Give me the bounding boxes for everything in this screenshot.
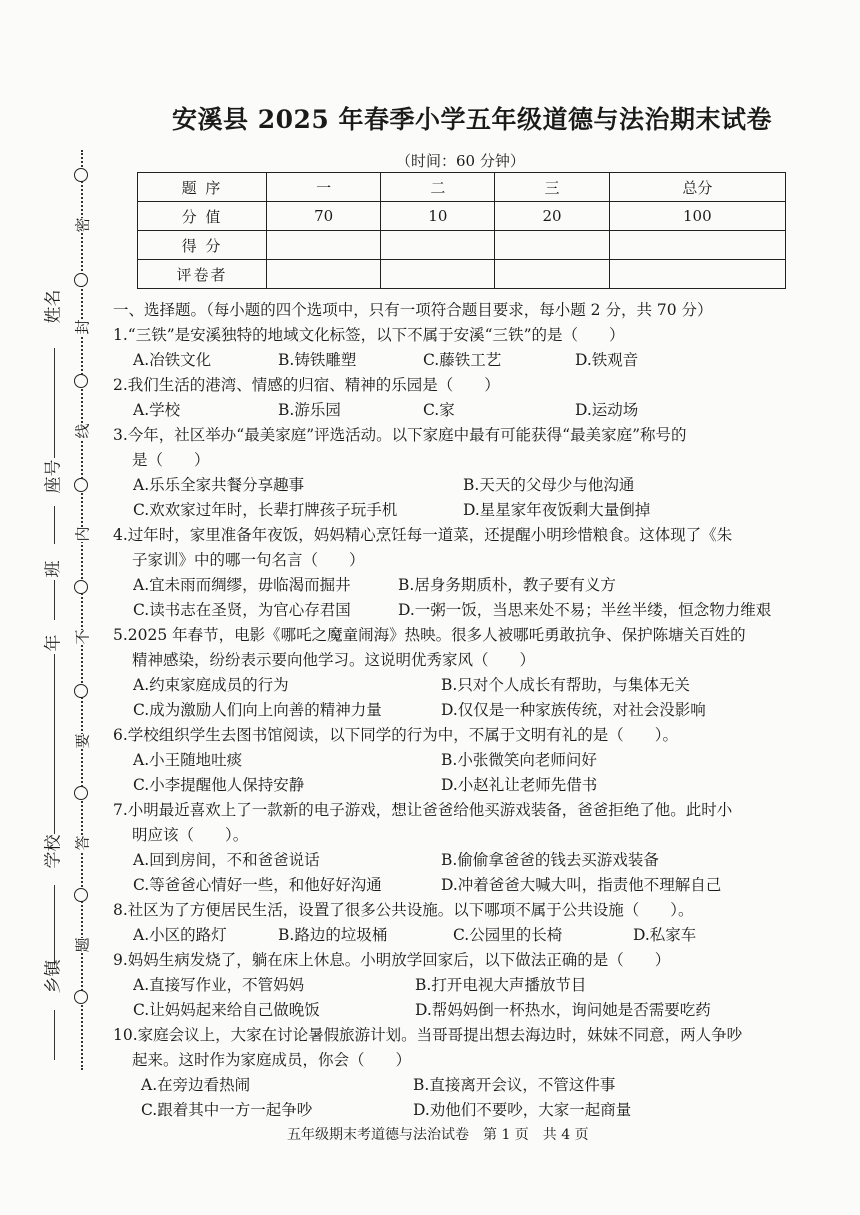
table-cell: 总分 [609, 173, 785, 202]
question-stem: 10.家庭会议上，大家在讨论暑假旅游计划。当哥哥提出想去海边时，妹妹不同意，两人争吵 [113, 1026, 743, 1044]
name-field-label: 姓名 [43, 289, 64, 324]
option-a[interactable]: A.小王随地吐痰 [133, 751, 243, 769]
option-b[interactable]: B.直接离开会议，不管这件事 [413, 1076, 616, 1094]
table-row [138, 173, 786, 202]
option-c[interactable]: C.跟着其中一方一起争吵 [141, 1101, 313, 1119]
grade-field-label: 年 [43, 634, 64, 652]
score-input-cell[interactable] [495, 231, 609, 260]
seal-circle [74, 888, 88, 902]
question-stem-continued: 起来。这时作为家庭成员，你会（ ） [132, 1051, 412, 1069]
option-group [113, 748, 808, 798]
question-1 [113, 323, 808, 373]
option-a[interactable]: A.冶铁文化 [133, 351, 212, 369]
score-table [137, 172, 786, 289]
class-field-label: 班 [43, 560, 64, 578]
seal-char-bu: 不 [74, 628, 90, 647]
option-c[interactable]: C.公园里的长椅 [453, 926, 563, 944]
option-a[interactable]: A.在旁边看热闹 [141, 1076, 251, 1094]
option-a[interactable]: A.宜未雨而绸缪，毋临渴而掘井 [133, 576, 351, 594]
seal-circle [74, 374, 88, 388]
name-field-line[interactable] [54, 348, 55, 458]
option-c[interactable]: C.等爸爸心情好一些，和他好好沟通 [133, 876, 382, 894]
page-footer: 五年级期末考道德与法治试卷 第 1 页 共 4 页 [287, 1127, 589, 1143]
table-cell: 70 [267, 202, 381, 231]
option-c[interactable]: C.成为激励人们向上向善的精神力量 [133, 701, 382, 719]
question-10 [113, 1023, 808, 1123]
option-b[interactable]: B.只对个人成长有帮助，与集体无关 [441, 676, 690, 694]
option-d[interactable]: D.仅仅是一种家族传统，对社会没影响 [441, 701, 706, 719]
seal-circle [74, 478, 88, 492]
option-a[interactable]: A.约束家庭成员的行为 [133, 676, 289, 694]
table-cell: 100 [609, 202, 785, 231]
question-3 [113, 423, 808, 523]
table-cell: 分 值 [138, 202, 267, 231]
question-stem: 9.妈妈生病发烧了，躺在床上休息。小明放学回家后，以下做法正确的是（ ） [113, 951, 671, 969]
grader-input-cell[interactable] [267, 260, 381, 289]
question-stem-continued: 子家训》中的哪一句名言（ ） [132, 551, 365, 569]
question-9 [113, 948, 808, 1023]
table-cell: 10 [381, 202, 495, 231]
question-stem: 1.“三铁”是安溪独特的地域文化标签，以下不属于安溪“三铁”的是（ ） [113, 326, 625, 344]
question-stem: 6.学校组织学生去图书馆阅读，以下同学的行为中，不属于文明有礼的是（ ）。 [113, 726, 679, 744]
exam-time: （时间：60 分钟） [396, 152, 525, 170]
section-heading: 一、选择题。（每小题的四个选项中，只有一项符合题目要求，每小题 2 分，共 70 分） [113, 301, 713, 319]
seal-char-xian: 线 [74, 422, 90, 441]
grade-field-line[interactable] [54, 654, 55, 834]
option-group [113, 848, 808, 898]
table-row [138, 260, 786, 289]
question-stem: 5.2025 年春节，电影《哪吒之魔童闹海》热映。很多人被哪吒勇敢抗争、保护陈塘关百姓的 [113, 626, 746, 644]
option-a[interactable]: A.回到房间，不和爸爸说话 [133, 851, 320, 869]
seat-field-label: 座号 [43, 459, 64, 494]
option-c[interactable]: C.家 [423, 401, 455, 419]
question-4 [113, 523, 808, 623]
school-field-label: 学校 [43, 834, 64, 869]
seal-char-feng: 封 [74, 318, 90, 337]
question-2 [113, 373, 808, 423]
seal-circle [74, 990, 88, 1004]
grader-input-cell[interactable] [609, 260, 785, 289]
question-stem: 8.社区为了方便居民生活，设置了很多公共设施。以下哪项不属于公共设施（ ）。 [113, 901, 694, 919]
option-group [113, 473, 808, 523]
table-row [138, 231, 786, 260]
seal-char-nei: 内 [74, 525, 90, 544]
option-b[interactable]: B.铸铁雕塑 [278, 351, 357, 369]
option-group [113, 973, 808, 1023]
question-stem-continued: 精神感染，纷纷表示要向他学习。这说明优秀家风（ ） [132, 651, 536, 669]
question-stem: 4.过年时，家里准备年夜饭，妈妈精心烹饪每一道菜，还提醒小明珍惜粮食。这体现了《朱 [113, 526, 733, 544]
option-c[interactable]: C.读书志在圣贤，为官心存君国 [133, 601, 351, 619]
question-7 [113, 798, 808, 898]
option-c[interactable]: C.让妈妈起来给自己做晚饭 [133, 1001, 320, 1019]
question-5 [113, 623, 808, 723]
question-stem: 3.今年，社区举办“最美家庭”评选活动。以下家庭中最有可能获得“最美家庭”称号的 [113, 426, 687, 444]
option-group [113, 673, 808, 723]
score-input-cell[interactable] [381, 231, 495, 260]
seal-circle [74, 786, 88, 800]
seal-char-yao: 要 [74, 732, 90, 751]
table-cell: 得 分 [138, 231, 267, 260]
grader-input-cell[interactable] [381, 260, 495, 289]
option-d[interactable]: D.一粥一饭，当思来处不易；半丝半缕，恒念物力维艰 [398, 601, 772, 619]
score-input-cell[interactable] [267, 231, 381, 260]
option-d[interactable]: D.小赵礼让老师先借书 [441, 776, 598, 794]
table-row [138, 202, 786, 231]
seal-circle [74, 168, 88, 182]
option-d[interactable]: D.帮妈妈倒一杯热水，询问她是否需要吃药 [415, 1001, 711, 1019]
option-b[interactable]: B.天天的父母少与他沟通 [463, 476, 635, 494]
table-cell: 二 [381, 173, 495, 202]
option-d[interactable]: D.冲着爸爸大喊大叫，指责他不理解自己 [441, 876, 722, 894]
seal-char-da: 答 [74, 834, 90, 853]
option-group [113, 398, 808, 423]
table-cell: 评卷者 [138, 260, 267, 289]
option-b[interactable]: B.偷偷拿爸爸的钱去买游戏装备 [441, 851, 659, 869]
seal-dotted-line [81, 150, 83, 1070]
question-8 [113, 898, 808, 948]
seal-circle [74, 580, 88, 594]
question-stem: 2.我们生活的港湾、情感的归宿、精神的乐园是（ ） [113, 376, 500, 394]
table-cell: 一 [267, 173, 381, 202]
table-cell: 题 序 [138, 173, 267, 202]
option-a[interactable]: A.学校 [133, 401, 181, 419]
seat-field-line[interactable] [54, 506, 55, 544]
option-a[interactable]: A.乐乐全家共餐分享趣事 [133, 476, 305, 494]
option-d[interactable]: D.运动场 [575, 401, 639, 419]
exam-title: 安溪县 2025 年春季小学五年级道德与法治期末试卷 [172, 105, 772, 134]
option-group [113, 1073, 808, 1123]
seal-char-ti: 题 [74, 936, 90, 955]
option-b[interactable]: B.居身务期质朴，教子要有义方 [398, 576, 616, 594]
question-stem-continued: 是（ ） [132, 451, 210, 469]
option-c[interactable]: C.小李提醒他人保持安静 [133, 776, 305, 794]
option-b[interactable]: B.打开电视大声播放节目 [415, 976, 587, 994]
option-c[interactable]: C.欢欢家过年时，长辈打牌孩子玩手机 [133, 501, 398, 519]
score-input-cell[interactable] [609, 231, 785, 260]
option-d[interactable]: D.私家车 [633, 926, 697, 944]
option-a[interactable]: A.直接写作业，不管妈妈 [133, 976, 305, 994]
town-field-label: 乡镇 [43, 959, 64, 994]
town-field-line[interactable] [54, 1010, 55, 1060]
option-d[interactable]: D.劝他们不要吵，大家一起商量 [413, 1101, 632, 1119]
seal-circle [74, 273, 88, 287]
question-stem-continued: 明应该（ ）。 [132, 826, 249, 844]
option-b[interactable]: B.游乐园 [278, 401, 341, 419]
option-group [113, 348, 808, 373]
grader-input-cell[interactable] [495, 260, 609, 289]
question-6 [113, 723, 808, 798]
seal-char-mi: 密 [74, 216, 90, 235]
class-field-line[interactable] [54, 580, 55, 620]
table-cell: 三 [495, 173, 609, 202]
question-stem: 7.小明最近喜欢上了一款新的电子游戏，想让爸爸给他买游戏装备，爸爸拒绝了他。此时小 [113, 801, 733, 819]
option-c[interactable]: C.藤铁工艺 [423, 351, 502, 369]
option-d[interactable]: D.铁观音 [575, 351, 639, 369]
binding-margin [0, 0, 110, 1215]
option-group [113, 573, 808, 623]
school-field-line[interactable] [54, 885, 55, 965]
question-section [113, 298, 808, 1123]
option-a[interactable]: A.小区的路灯 [133, 926, 227, 944]
option-d[interactable]: D.星星家年夜饭剩大量倒掉 [463, 501, 651, 519]
option-b[interactable]: B.路边的垃圾桶 [278, 926, 388, 944]
option-b[interactable]: B.小张微笑向老师问好 [441, 751, 597, 769]
table-cell: 20 [495, 202, 609, 231]
option-group [113, 923, 808, 948]
seal-circle [74, 684, 88, 698]
